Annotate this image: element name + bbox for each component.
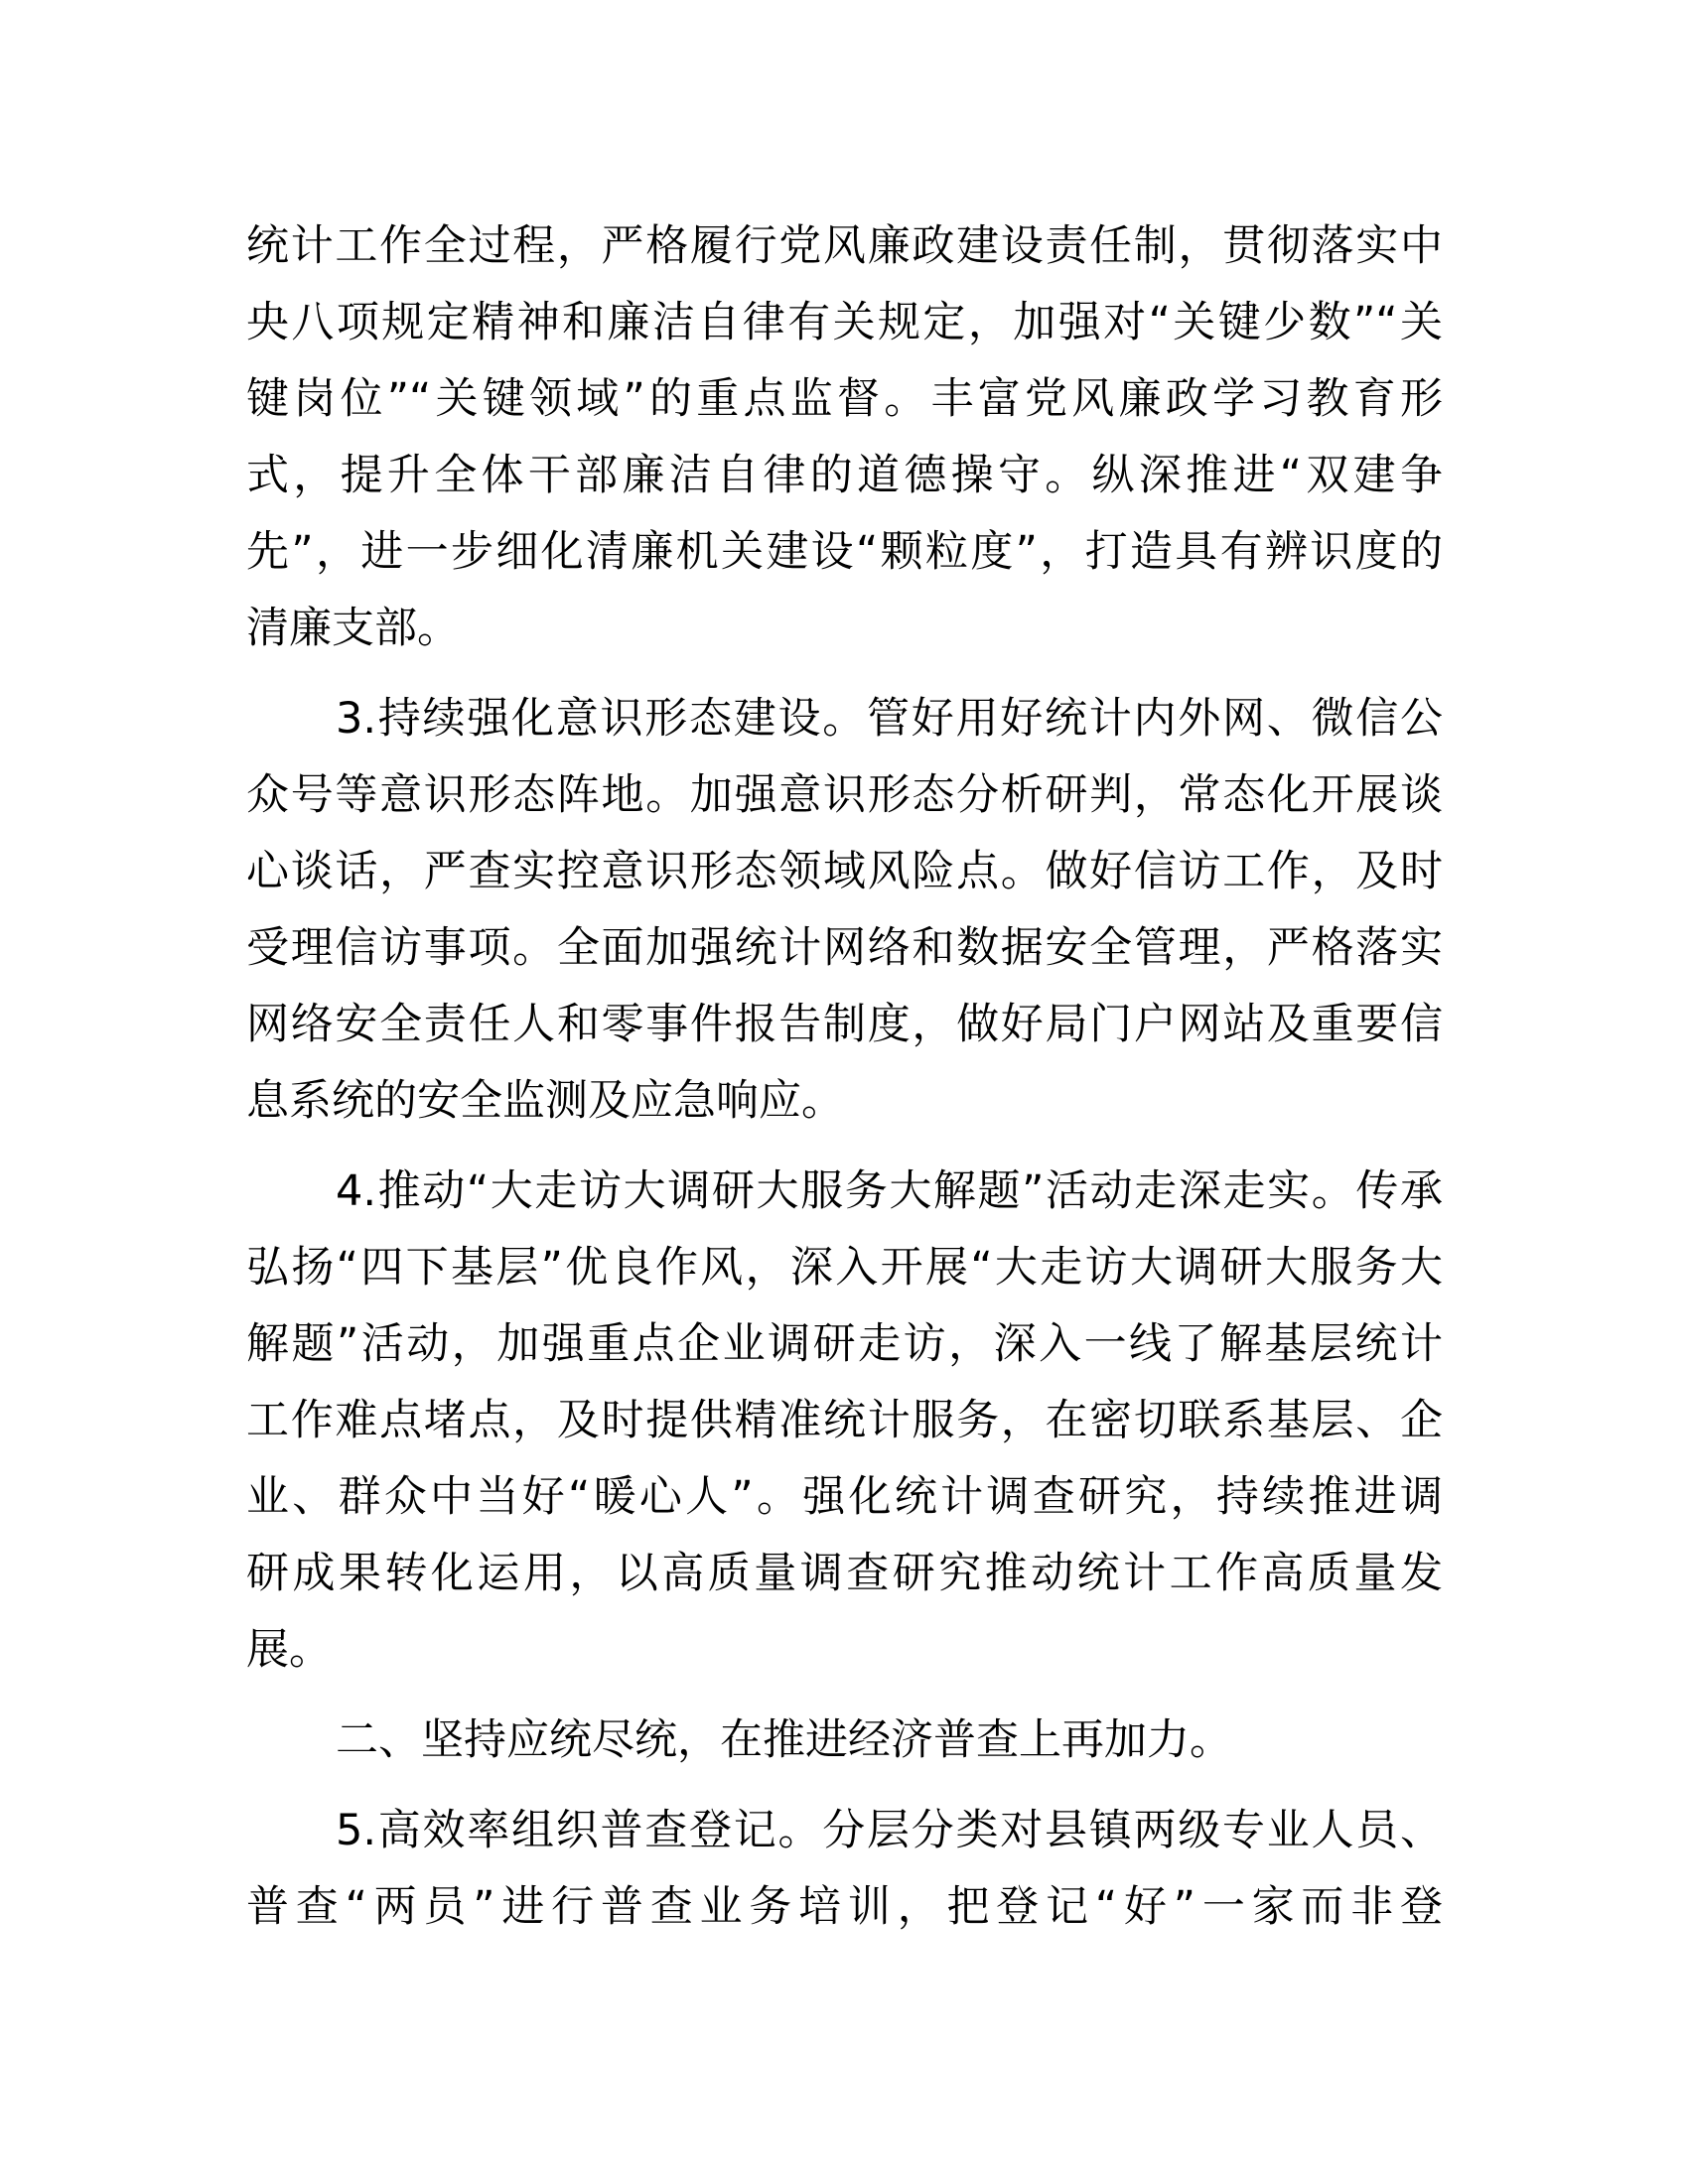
text-line: 展。 [246,1625,332,1675]
text-line: 统计工作全过程，严格履行党风廉政建设责任制，贯彻落实中 [246,221,1443,271]
paragraph-heading-3: 3.持续强化意识形态建设。管好用好统计内外网、微信公 [336,694,1443,744]
text-line: 心谈话，严查实控意识形态领域风险点。做好信访工作，及时 [246,847,1443,896]
paragraph-heading-4: 4.推动“大走访大调研大服务大解题”活动走深走实。传承 [336,1166,1443,1216]
text-line: 央八项规定精神和廉洁自律有关规定，加强对“关键少数”“关 [246,298,1443,347]
text-line: 清廉支部。 [246,604,460,653]
text-line: 众号等意识形态阵地。加强意识形态分析研判，常态化开展谈 [246,770,1443,820]
text-line: 普查“两员”进行普查业务培训，把登记“好”一家而非登 [246,1882,1443,1932]
text-line: 受理信访事项。全面加强统计网络和数据安全管理，严格落实 [246,923,1443,973]
text-line: 式，提升全体干部廉洁自律的道德操守。纵深推进“双建争 [246,451,1443,500]
text-line: 键岗位”“关键领域”的重点监督。丰富党风廉政学习教育形 [246,374,1443,424]
text-line: 工作难点堵点，及时提供精准统计服务，在密切联系基层、企 [246,1396,1443,1445]
text-line: 网络安全责任人和零事件报告制度，做好局门户网站及重要信 [246,1000,1443,1049]
text-line: 息系统的安全监测及应急响应。 [246,1076,844,1126]
text-line: 先”，进一步细化清廉机关建设“颗粒度”，打造具有辨识度的 [246,527,1443,577]
text-line: 研成果转化运用，以高质量调查研究推动统计工作高质量发 [246,1549,1443,1598]
text-line: 弘扬“四下基层”优良作风，深入开展“大走访大调研大服务大 [246,1243,1443,1293]
section-heading: 二、坚持应统尽统，在推进经济普查上再加力。 [336,1715,1232,1765]
text-line: 解题”活动，加强重点企业调研走访，深入一线了解基层统计 [246,1319,1443,1369]
text-line: 业、群众中当好“暖心人”。强化统计调查研究，持续推进调 [246,1472,1443,1522]
paragraph-heading-5: 5.高效率组织普查登记。分层分类对县镇两级专业人员、 [336,1806,1443,1855]
